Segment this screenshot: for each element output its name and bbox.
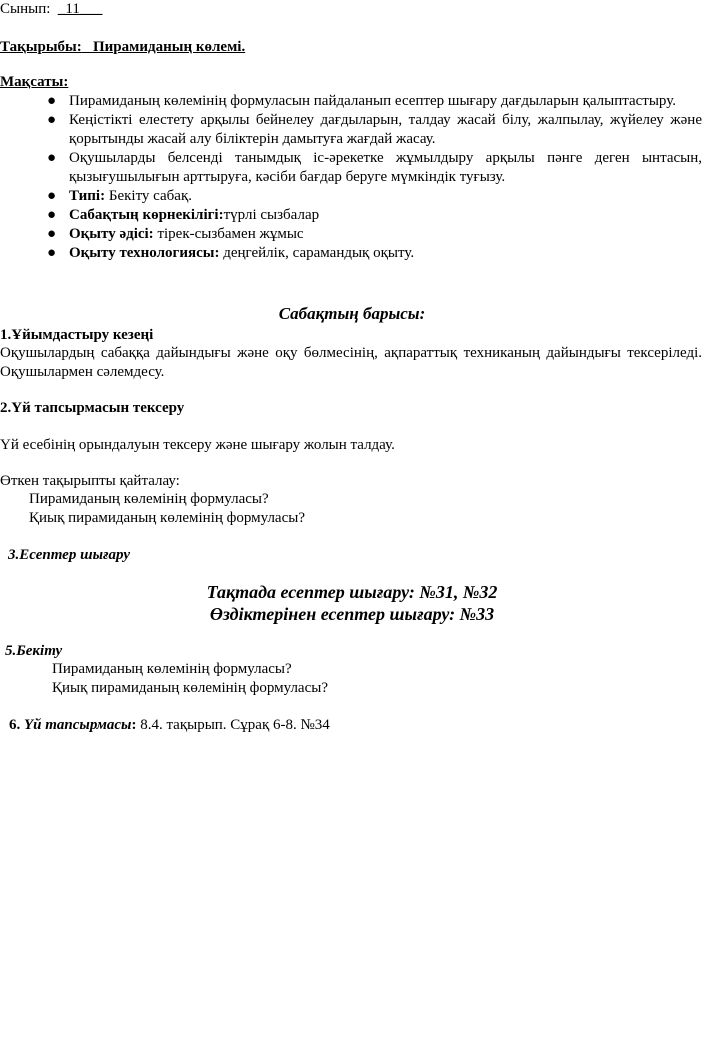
- technology-label: Оқыту технологиясы:: [69, 245, 220, 261]
- lesson-type-label: Типі:: [69, 188, 106, 204]
- goals-list: [0, 92, 704, 263]
- stage5-question-2: Қиық пирамиданың көлемінің формуласы?: [52, 680, 328, 696]
- course-title: Сабақтың барысы:: [278, 304, 426, 323]
- method-value: тірек-сызбамен жұмыс: [157, 226, 304, 242]
- goal-item: ● Пирамиданың көлемінің формуласын пайдаланып есептер шығару дағдыларын қалыптастыру.: [47, 93, 676, 109]
- stage6-label: Үй тапсырмасы: [24, 717, 132, 733]
- stage2-text: Үй есебінің орындалуын тексеру және шығару жолын талдау.: [0, 437, 395, 453]
- bullet-icon: ●: [47, 226, 57, 242]
- bullet-icon: ●: [47, 245, 57, 261]
- bullet-icon: ●: [47, 207, 57, 223]
- goal-item: ● Кеңістікті елестету арқылы бейнелеу дағдыларын, талдау жасай білу, жалпылау, жүйелеу және қорытынды жасай алу біліктерін дамытуға жағдай жасау.: [47, 112, 702, 147]
- goals-heading: Мақсаты:: [0, 74, 69, 90]
- stage3-self-tasks: Өздіктерінен есептер шығару: №33: [209, 604, 495, 624]
- stage5-question-1: Пирамиданың көлемінің формуласы?: [52, 661, 292, 677]
- bullet-icon: ●: [47, 93, 57, 109]
- method-label: Оқыту әдісі:: [69, 226, 154, 242]
- topic-value: Пирамиданың көлемі.: [93, 39, 246, 55]
- stage3-board-tasks: Тақтада есептер шығару: №31, №32: [206, 582, 498, 602]
- visual-aids-item: [0, 206, 704, 225]
- bullet-icon: ●: [47, 112, 57, 128]
- goal-item: ● Оқушыларды белсенді танымдық іс-әрекетке жұмылдыру арқылы пәнге деген ынтасын, қызығушылығын арттыруға, кәсіби бағдар беруге мүмкіндік туғызу.: [47, 150, 702, 185]
- stage2-heading: 2.Үй тапсырмасын тексеру: [0, 400, 185, 416]
- visual-aids-value: түрлі сызбалар: [223, 207, 320, 223]
- topic-line: [0, 38, 245, 57]
- method-item: [0, 225, 704, 244]
- technology-value: деңгейлік, сарамандық оқыту.: [223, 245, 415, 261]
- stage3-heading: 3.Есептер шығару: [8, 547, 130, 563]
- stage6-value: 8.4. тақырып. Сұрақ 6-8. №34: [140, 717, 330, 733]
- stage5-heading: 5.Бекіту: [5, 643, 63, 659]
- stage2-question-1: Пирамиданың көлемінің формуласы?: [29, 491, 269, 507]
- lesson-type-value: Бекіту сабақ.: [108, 188, 193, 204]
- stage6-line: [9, 716, 330, 735]
- visual-aids-label: Сабақтың көрнекілігі:: [69, 207, 224, 223]
- stage2-question-2: Қиық пирамиданың көлемінің формуласы?: [29, 510, 305, 526]
- class-value-underlined: _11___: [57, 1, 103, 17]
- class-label: Сынып:: [0, 1, 51, 17]
- class-value: [54, 1, 102, 17]
- class-line: [0, 0, 102, 19]
- topic-label: Тақырыбы:: [0, 39, 82, 55]
- stage6-number: 6.: [9, 717, 21, 733]
- bullet-icon: ●: [47, 150, 57, 166]
- stage6-colon: :: [131, 717, 137, 733]
- bullet-icon: ●: [47, 188, 57, 204]
- stage1-text: Оқушылардың сабаққа дайындығы және оқу бөлмесінің, ақпараттық техниканың дайындығы тексеріледі. Оқушылармен сәлемдесу.: [0, 345, 702, 380]
- stage1-heading: 1.Ұйымдастыру кезеңі: [0, 327, 154, 343]
- stage2-review-label: Өткен тақырыпты қайталау:: [0, 473, 180, 489]
- technology-item: [0, 244, 704, 263]
- lesson-type-item: [0, 187, 704, 206]
